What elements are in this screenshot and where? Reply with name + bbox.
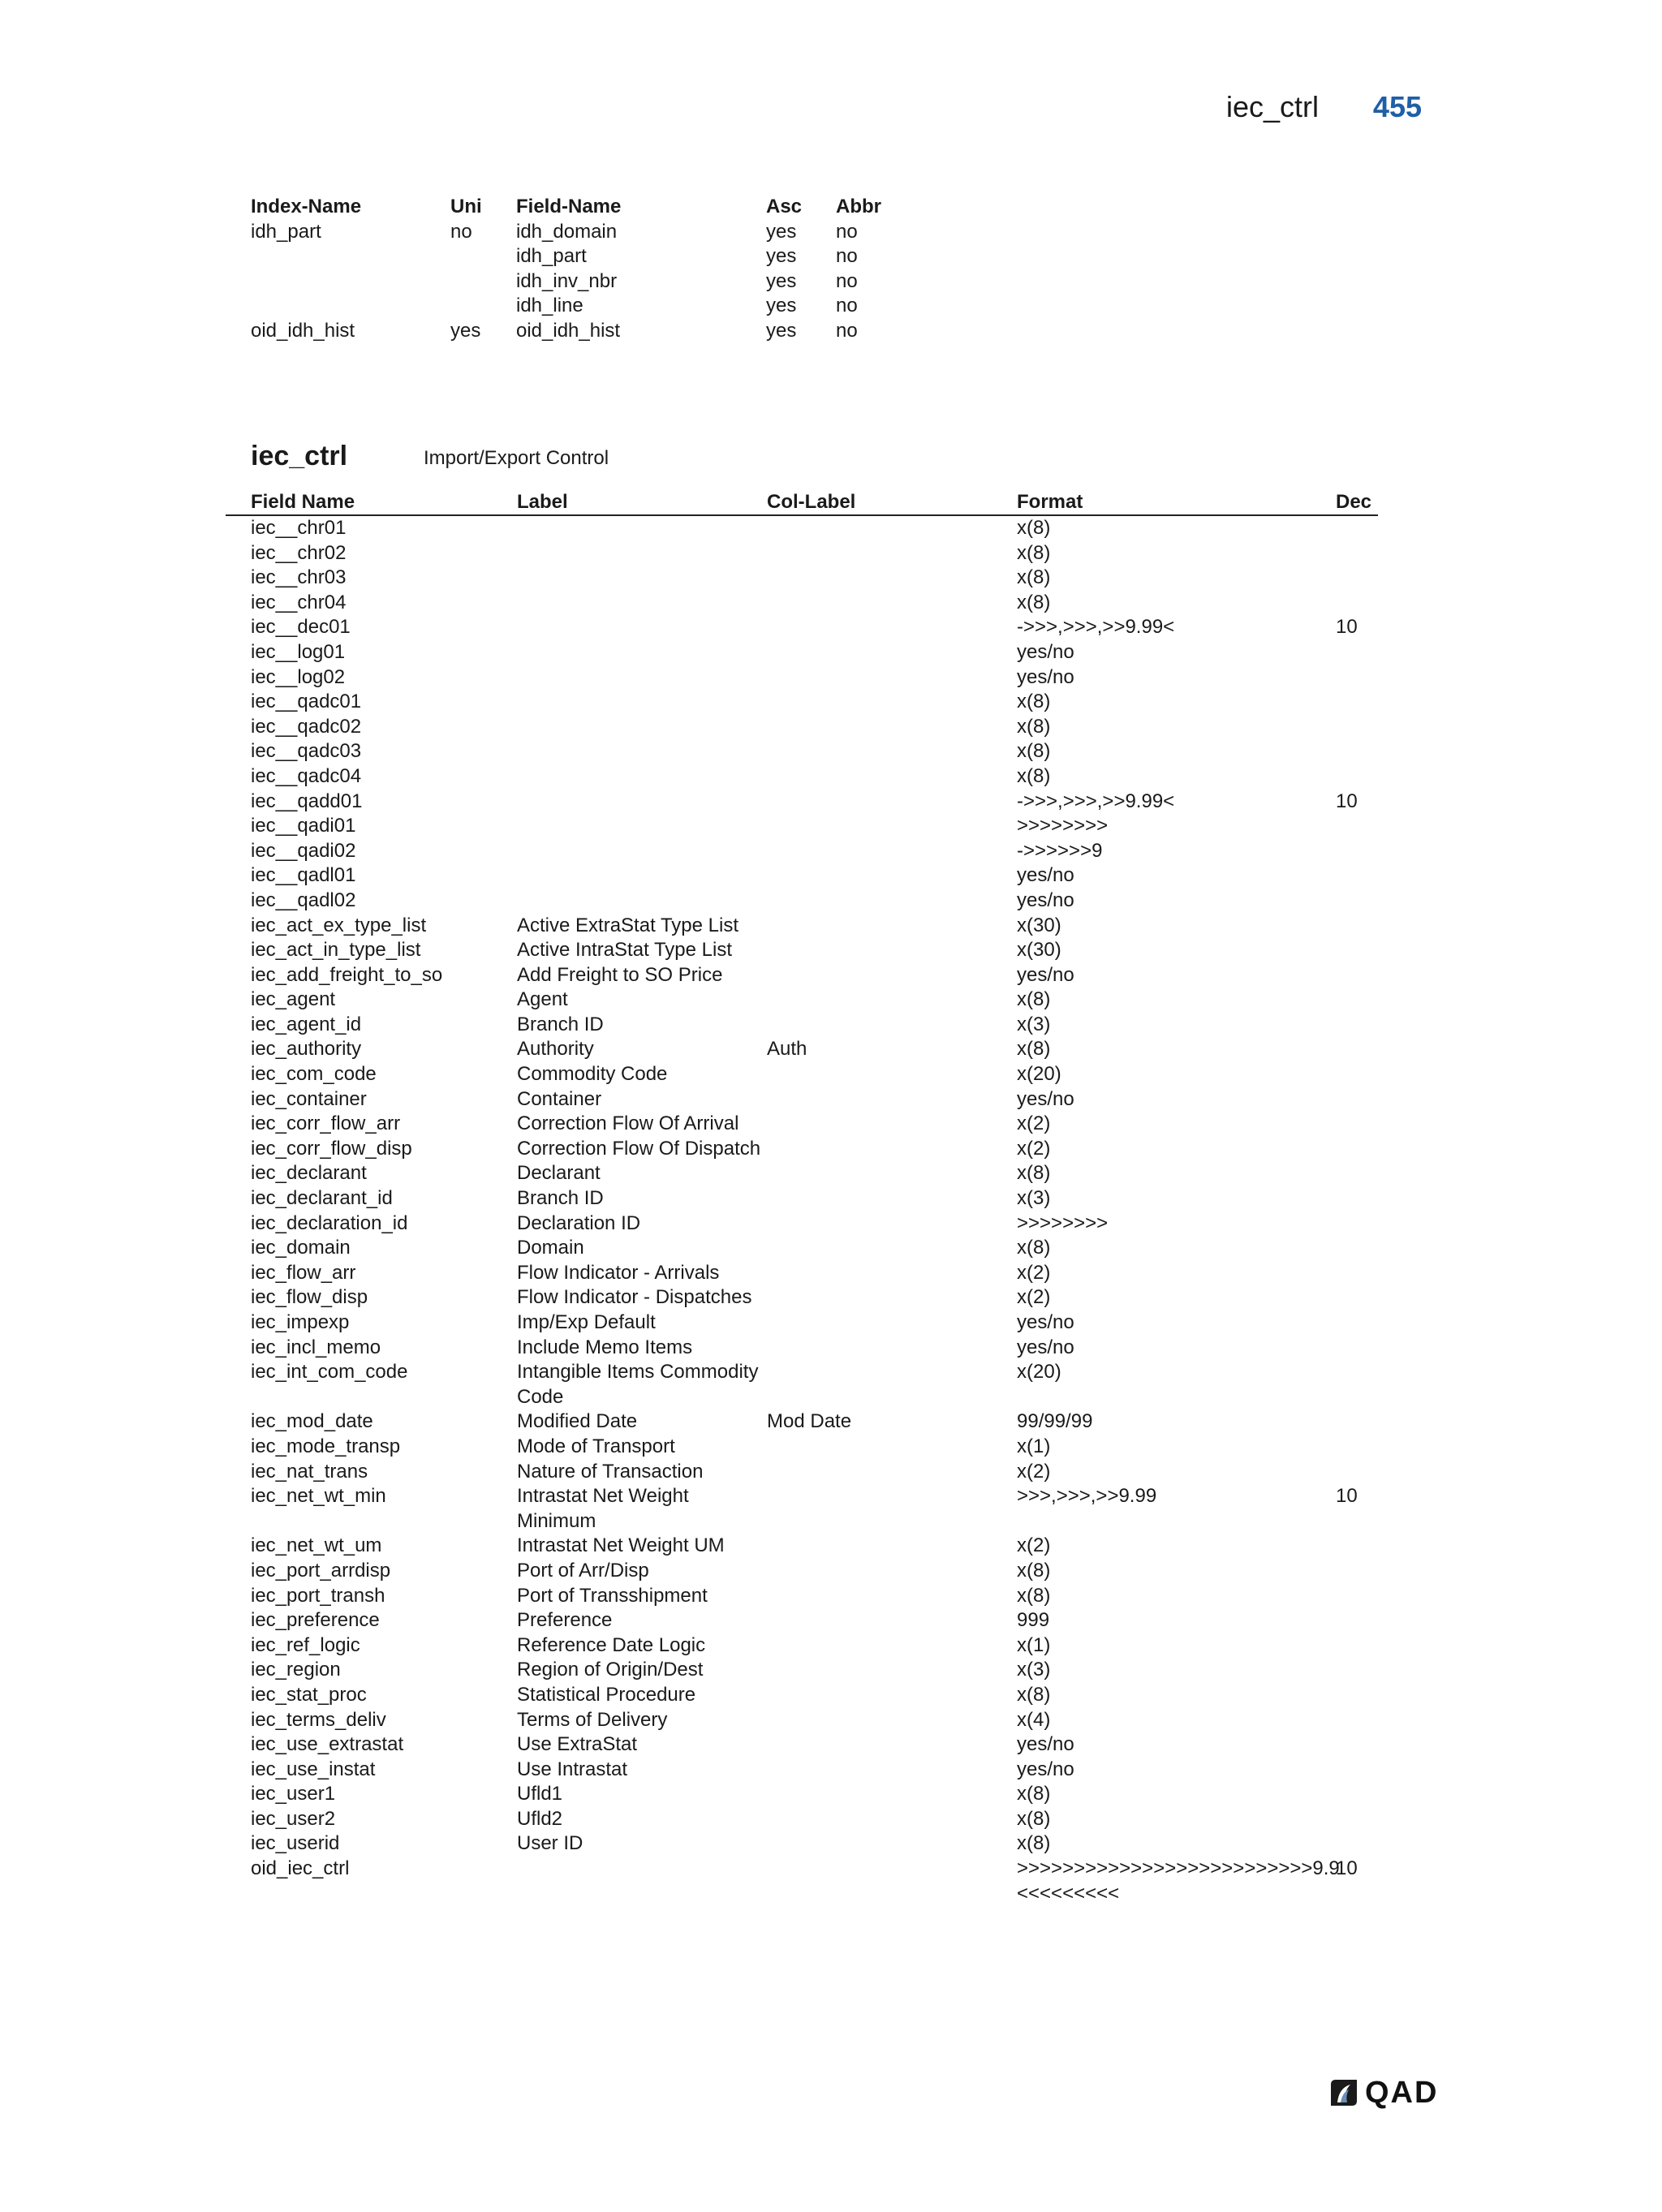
format-cell: >>>>>>>> xyxy=(1017,815,1109,837)
label-cell: Branch ID xyxy=(517,1013,604,1035)
field-row xyxy=(226,739,1378,764)
index-cell: idh_inv_nbr xyxy=(516,269,618,292)
field-row xyxy=(226,1336,1378,1361)
field-row xyxy=(226,566,1378,591)
field-row xyxy=(226,1087,1378,1112)
format-cell: x(8) xyxy=(1017,1584,1051,1607)
label-cell: Declaration ID xyxy=(517,1211,641,1234)
field-name-cell: iec_agent_id xyxy=(251,1013,362,1035)
format-cell: x(8) xyxy=(1017,1807,1051,1830)
label-cell: Preference xyxy=(517,1609,613,1632)
field-name-cell: iec_mod_date xyxy=(251,1410,373,1433)
label-cell: Agent xyxy=(517,988,568,1011)
format-cell: 999 xyxy=(1017,1609,1050,1632)
format-cell: x(8) xyxy=(1017,1832,1051,1855)
label-cell: Mode of Transport xyxy=(517,1435,675,1457)
index-cell: no xyxy=(836,295,858,317)
field-row xyxy=(226,1732,1378,1758)
page-number: 455 xyxy=(1372,90,1422,123)
format-cell: x(8) xyxy=(1017,691,1051,713)
label-cell: Region of Origin/Dest xyxy=(517,1659,704,1681)
field-name-cell: iec_impexp xyxy=(251,1311,350,1333)
field-name-cell: iec_incl_memo xyxy=(251,1336,381,1358)
field-name-cell: iec_port_transh xyxy=(251,1584,385,1607)
format-cell: yes/no xyxy=(1017,1311,1074,1333)
column-header: Col-Label xyxy=(767,491,856,513)
field-name-cell: iec__log02 xyxy=(251,665,346,688)
index-cell: yes xyxy=(766,245,797,268)
field-row xyxy=(226,1062,1378,1087)
field-name-cell: iec__qadi01 xyxy=(251,815,356,837)
field-name-cell: iec_domain xyxy=(251,1237,351,1259)
field-row xyxy=(226,591,1378,616)
label-cell: Port of Transshipment xyxy=(517,1584,708,1607)
format-cell: x(2) xyxy=(1017,1112,1051,1135)
label-cell: Modified Date xyxy=(517,1410,638,1433)
field-name-cell: iec_flow_arr xyxy=(251,1261,356,1284)
field-name-cell: iec_corr_flow_disp xyxy=(251,1137,412,1160)
index-cell: yes xyxy=(450,319,481,342)
field-row xyxy=(226,914,1378,939)
format-cell: x(2) xyxy=(1017,1460,1051,1483)
field-name-cell: iec__chr03 xyxy=(251,566,347,589)
format-cell: ->>>,>>>,>>9.99< xyxy=(1017,616,1175,639)
field-row xyxy=(226,1037,1378,1062)
format-cell: ->>>>>>9 xyxy=(1017,839,1103,862)
index-cell: yes xyxy=(766,269,797,292)
field-name-cell: iec_corr_flow_arr xyxy=(251,1112,401,1135)
field-row xyxy=(226,1584,1378,1609)
format-cell: x(8) xyxy=(1017,1162,1051,1185)
field-row xyxy=(226,1236,1378,1261)
field-row xyxy=(226,516,1378,541)
field-row xyxy=(226,1758,1378,1783)
field-row xyxy=(226,863,1378,889)
index-cell: idh_line xyxy=(516,295,583,317)
index-cell: no xyxy=(836,269,858,292)
field-name-cell: iec_act_in_type_list xyxy=(251,939,421,962)
format-cell: yes/no xyxy=(1017,889,1074,911)
field-name-cell: iec_userid xyxy=(251,1832,340,1855)
field-name-cell: iec_act_ex_type_list xyxy=(251,914,427,936)
field-row xyxy=(226,1112,1378,1137)
qad-logo xyxy=(1328,2074,1438,2111)
field-name-cell: iec__log01 xyxy=(251,640,346,663)
index-cell: oid_idh_hist xyxy=(516,319,621,342)
field-row xyxy=(226,1409,1378,1435)
field-row xyxy=(226,1831,1378,1857)
format-cell: x(1) xyxy=(1017,1633,1051,1656)
field-name-cell: iec__qadc02 xyxy=(251,715,362,738)
format-cell: yes/no xyxy=(1017,1336,1074,1358)
field-name-cell: oid_iec_ctrl xyxy=(251,1857,350,1880)
field-row xyxy=(226,615,1378,640)
format-cell: x(30) xyxy=(1017,914,1061,936)
field-name-cell: iec_stat_proc xyxy=(251,1683,367,1706)
field-name-cell: iec_declaration_id xyxy=(251,1211,408,1234)
field-row xyxy=(226,1807,1378,1832)
label-cell: Statistical Procedure xyxy=(517,1683,696,1706)
format-cell: yes/no xyxy=(1017,1087,1074,1110)
field-name-cell: iec__qadi02 xyxy=(251,839,356,862)
index-cell: no xyxy=(836,245,858,268)
label-cell: Intangible Items Commodity Code xyxy=(517,1361,759,1408)
index-cell: no xyxy=(836,319,858,342)
index-cell: oid_idh_hist xyxy=(251,319,355,342)
field-row xyxy=(226,1484,1378,1534)
field-name-cell: iec_user2 xyxy=(251,1807,336,1830)
index-cell: idh_domain xyxy=(516,220,618,243)
format-cell: x(30) xyxy=(1017,939,1061,962)
field-name-cell: iec__chr04 xyxy=(251,591,347,613)
table-description: Import/Export Control xyxy=(424,447,609,469)
field-row xyxy=(226,1261,1378,1286)
format-cell: x(2) xyxy=(1017,1286,1051,1309)
label-cell: Port of Arr/Disp xyxy=(517,1559,649,1582)
field-table xyxy=(226,490,1378,1906)
label-cell: Reference Date Logic xyxy=(517,1633,706,1656)
column-header: Label xyxy=(517,491,568,513)
field-row xyxy=(226,790,1378,815)
format-cell: x(20) xyxy=(1017,1361,1061,1384)
field-name-cell: iec__qadc03 xyxy=(251,740,362,763)
field-row xyxy=(226,665,1378,691)
field-row xyxy=(226,1608,1378,1633)
col-label-cell: Auth xyxy=(767,1038,807,1061)
field-row xyxy=(226,1161,1378,1186)
format-cell: x(3) xyxy=(1017,1013,1051,1035)
label-cell: Terms of Delivery xyxy=(517,1708,668,1731)
label-cell: Use Intrastat xyxy=(517,1758,628,1780)
format-cell: x(8) xyxy=(1017,1237,1051,1259)
format-cell: x(8) xyxy=(1017,1783,1051,1805)
field-name-cell: iec_terms_deliv xyxy=(251,1708,386,1731)
label-cell: Use ExtraStat xyxy=(517,1733,638,1756)
field-row xyxy=(226,1534,1378,1559)
field-name-cell: iec_agent xyxy=(251,988,336,1011)
label-cell: Intrastat Net Weight UM xyxy=(517,1534,725,1557)
dec-cell: 10 xyxy=(1336,1485,1358,1508)
column-header: Asc xyxy=(766,196,803,217)
field-row xyxy=(226,1435,1378,1460)
dec-cell: 10 xyxy=(1336,616,1358,639)
format-cell: ->>>,>>>,>>9.99< xyxy=(1017,790,1175,812)
field-table-header xyxy=(226,490,1378,516)
qad-logo-icon xyxy=(1328,2076,1360,2109)
index-cell: idh_part xyxy=(516,245,587,268)
field-row xyxy=(226,1186,1378,1211)
field-row xyxy=(226,1559,1378,1584)
label-cell: Ufld2 xyxy=(517,1807,563,1830)
field-row xyxy=(226,1211,1378,1237)
format-cell: x(8) xyxy=(1017,517,1051,539)
field-name-cell: iec_net_wt_min xyxy=(251,1485,386,1508)
field-name-cell: iec_com_code xyxy=(251,1063,377,1086)
format-cell: x(3) xyxy=(1017,1659,1051,1681)
column-header: Index-Name xyxy=(251,196,362,217)
format-cell: x(1) xyxy=(1017,1435,1051,1457)
format-cell: x(2) xyxy=(1017,1261,1051,1284)
field-row xyxy=(226,764,1378,790)
field-name-cell: iec_declarant_id xyxy=(251,1187,393,1210)
field-name-cell: iec_nat_trans xyxy=(251,1460,368,1483)
label-cell: Add Freight to SO Price xyxy=(517,963,723,986)
field-row xyxy=(226,1013,1378,1038)
format-cell: x(2) xyxy=(1017,1534,1051,1557)
format-cell: x(8) xyxy=(1017,1038,1051,1061)
field-row xyxy=(226,839,1378,864)
field-name-cell: iec_flow_disp xyxy=(251,1286,368,1309)
field-row xyxy=(226,889,1378,914)
format-cell: x(3) xyxy=(1017,1187,1051,1210)
field-row xyxy=(226,1137,1378,1162)
field-row xyxy=(226,715,1378,740)
format-cell: x(2) xyxy=(1017,1137,1051,1160)
field-name-cell: iec_region xyxy=(251,1659,341,1681)
field-name-cell: iec_port_arrdisp xyxy=(251,1559,391,1582)
column-header: Format xyxy=(1017,491,1083,513)
label-cell: Flow Indicator - Arrivals xyxy=(517,1261,720,1284)
field-name-cell: iec_mode_transp xyxy=(251,1435,401,1457)
label-cell: Correction Flow Of Arrival xyxy=(517,1112,739,1135)
field-row xyxy=(226,1658,1378,1683)
field-name-cell: iec__qadl02 xyxy=(251,889,356,911)
format-cell: x(4) xyxy=(1017,1708,1051,1731)
index-cell: yes xyxy=(766,319,797,342)
format-cell: >>>>>>>>>>>>>>>>>>>>>>>>>>9.9<<<<<<<<< xyxy=(1017,1857,1340,1904)
field-name-cell: iec_net_wt_um xyxy=(251,1534,382,1557)
format-cell: yes/no xyxy=(1017,1758,1074,1780)
label-cell: Flow Indicator - Dispatches xyxy=(517,1286,752,1309)
dec-cell: 10 xyxy=(1336,1857,1358,1880)
field-row xyxy=(226,1708,1378,1733)
column-header: Dec xyxy=(1336,491,1372,513)
header-table-name: iec_ctrl xyxy=(1225,90,1319,123)
field-name-cell: iec_use_instat xyxy=(251,1758,376,1780)
field-name-cell: iec__chr02 xyxy=(251,541,347,564)
field-name-cell: iec_declarant xyxy=(251,1162,367,1185)
column-header: Uni xyxy=(450,196,482,217)
format-cell: x(8) xyxy=(1017,591,1051,613)
field-name-cell: iec_ref_logic xyxy=(251,1633,360,1656)
label-cell: Active IntraStat Type List xyxy=(517,939,733,962)
field-row xyxy=(226,1460,1378,1485)
field-name-cell: iec__qadl01 xyxy=(251,864,356,887)
index-cell: yes xyxy=(766,220,797,243)
field-row xyxy=(226,640,1378,665)
format-cell: x(8) xyxy=(1017,541,1051,564)
field-name-cell: iec__qadd01 xyxy=(251,790,363,812)
format-cell: x(8) xyxy=(1017,740,1051,763)
field-name-cell: iec_authority xyxy=(251,1038,362,1061)
label-cell: Ufld1 xyxy=(517,1783,563,1805)
field-name-cell: iec_add_freight_to_so xyxy=(251,963,443,986)
label-cell: Nature of Transaction xyxy=(517,1460,704,1483)
field-row xyxy=(226,1857,1378,1906)
field-row xyxy=(226,938,1378,963)
field-row xyxy=(226,1633,1378,1659)
label-cell: Include Memo Items xyxy=(517,1336,693,1358)
index-cell: yes xyxy=(766,295,797,317)
field-name-cell: iec__qadc04 xyxy=(251,764,362,787)
field-name-cell: iec_use_extrastat xyxy=(251,1733,404,1756)
format-cell: x(8) xyxy=(1017,988,1051,1011)
label-cell: Imp/Exp Default xyxy=(517,1311,656,1333)
dec-cell: 10 xyxy=(1336,790,1358,812)
column-header: Field-Name xyxy=(516,196,622,217)
index-cell: idh_part xyxy=(251,220,321,243)
format-cell: x(8) xyxy=(1017,1559,1051,1582)
field-name-cell: iec_user1 xyxy=(251,1783,336,1805)
format-cell: >>>,>>>,>>9.99 xyxy=(1017,1485,1157,1508)
format-cell: x(20) xyxy=(1017,1063,1061,1086)
format-cell: >>>>>>>> xyxy=(1017,1211,1109,1234)
format-cell: yes/no xyxy=(1017,665,1074,688)
field-row xyxy=(226,541,1378,566)
label-cell: Active ExtraStat Type List xyxy=(517,914,739,936)
col-label-cell: Mod Date xyxy=(767,1410,852,1433)
label-cell: Branch ID xyxy=(517,1187,604,1210)
field-name-cell: iec__dec01 xyxy=(251,616,351,639)
field-row xyxy=(226,988,1378,1013)
index-cell: no xyxy=(836,220,858,243)
field-row xyxy=(226,963,1378,988)
field-row xyxy=(226,1360,1378,1409)
field-row xyxy=(226,1310,1378,1336)
format-cell: yes/no xyxy=(1017,963,1074,986)
label-cell: Domain xyxy=(517,1237,584,1259)
logo-text: QAD xyxy=(1365,2075,1439,2110)
format-cell: x(8) xyxy=(1017,764,1051,787)
field-row xyxy=(226,690,1378,715)
label-cell: Authority xyxy=(517,1038,594,1061)
label-cell: Correction Flow Of Dispatch xyxy=(517,1137,761,1160)
format-cell: yes/no xyxy=(1017,864,1074,887)
label-cell: Declarant xyxy=(517,1162,601,1185)
index-cell: no xyxy=(450,220,472,243)
field-name-cell: iec_preference xyxy=(251,1609,380,1632)
field-row xyxy=(226,1285,1378,1310)
format-cell: x(8) xyxy=(1017,715,1051,738)
format-cell: 99/99/99 xyxy=(1017,1410,1093,1433)
field-name-cell: iec__qadc01 xyxy=(251,691,362,713)
column-header: Abbr xyxy=(836,196,881,217)
label-cell: User ID xyxy=(517,1832,583,1855)
field-name-cell: iec_int_com_code xyxy=(251,1361,408,1384)
field-name-cell: iec__chr01 xyxy=(251,517,347,539)
format-cell: yes/no xyxy=(1017,640,1074,663)
table-name: iec_ctrl xyxy=(251,441,348,471)
label-cell: Container xyxy=(517,1087,602,1110)
field-row xyxy=(226,1683,1378,1708)
label-cell: Commodity Code xyxy=(517,1063,668,1086)
format-cell: x(8) xyxy=(1017,566,1051,589)
field-row xyxy=(226,1782,1378,1807)
field-row xyxy=(226,814,1378,839)
format-cell: yes/no xyxy=(1017,1733,1074,1756)
format-cell: x(8) xyxy=(1017,1683,1051,1706)
field-name-cell: iec_container xyxy=(251,1087,367,1110)
label-cell: Intrastat Net Weight Minimum xyxy=(517,1485,689,1532)
column-header: Field Name xyxy=(251,491,355,513)
